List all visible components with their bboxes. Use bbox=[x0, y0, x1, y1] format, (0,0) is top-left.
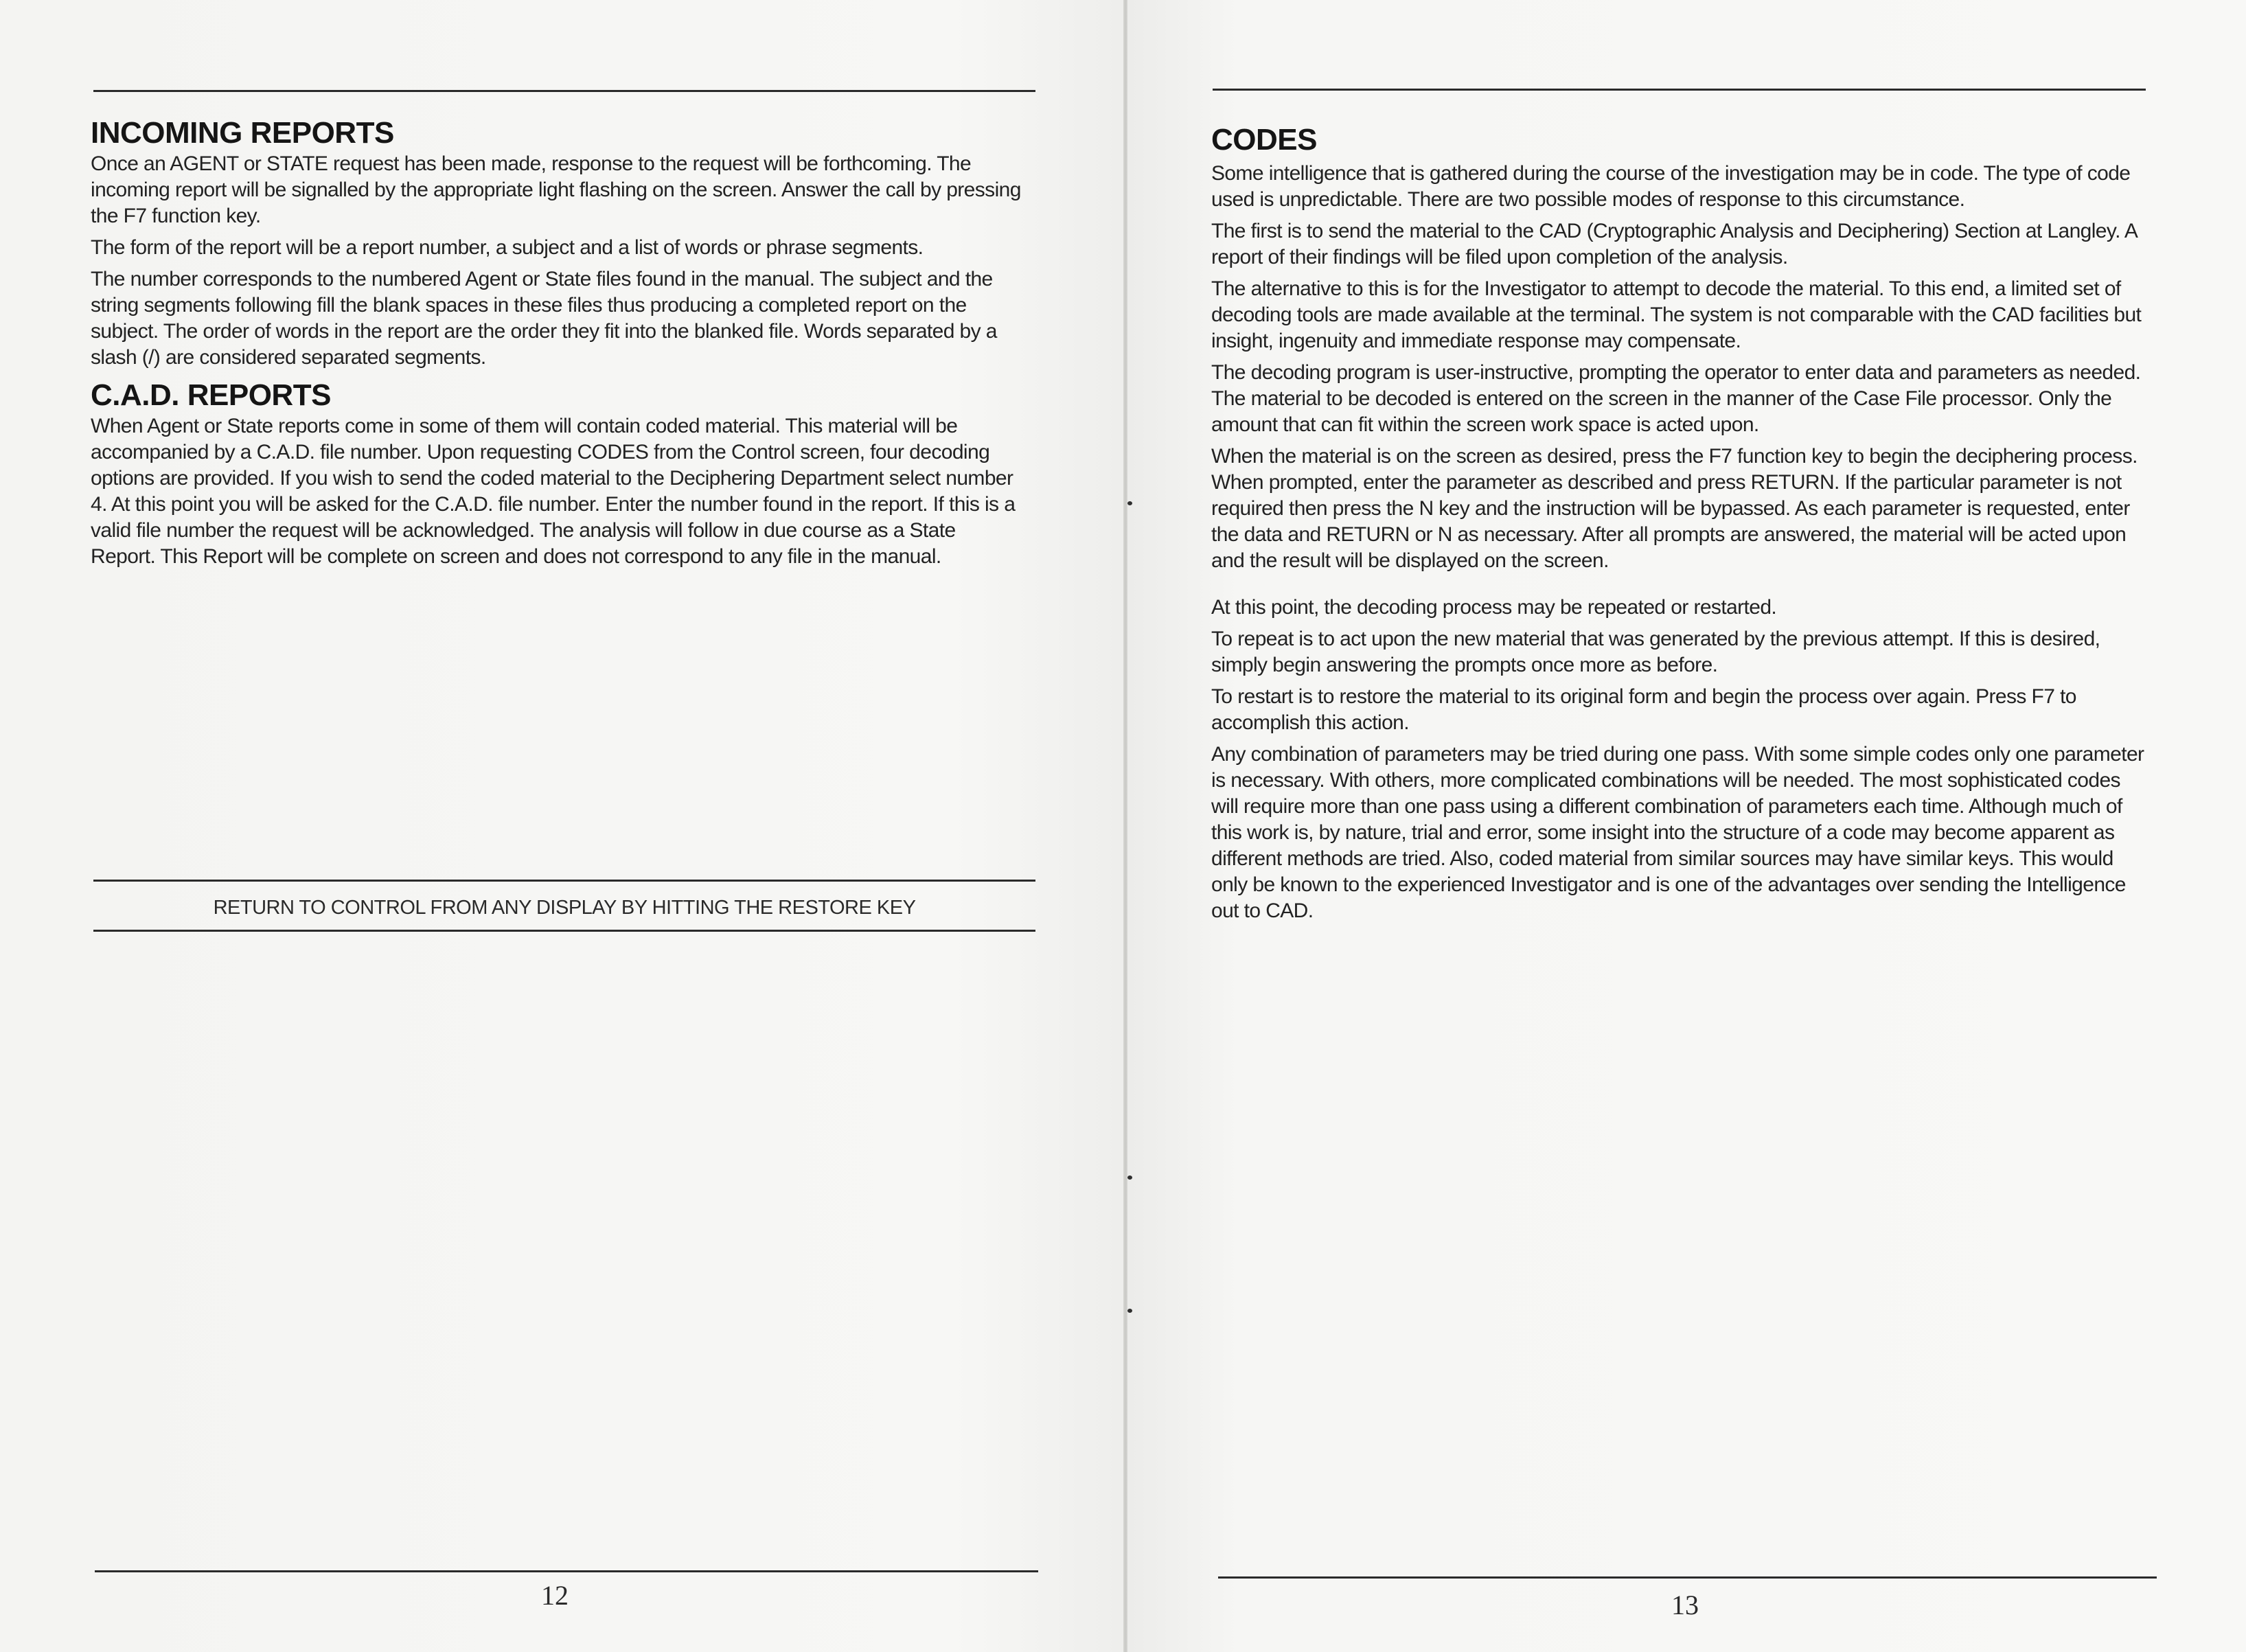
footer-note-top-rule bbox=[93, 880, 1035, 882]
codes-paragraph-1: Some intelligence that is gathered during the course of the investigation may be in code. The type of code used is unpredictable. There are two possible modes of response to this circumstance. bbox=[1211, 162, 2131, 211]
cad-reports-paragraph-1: When Agent or State reports come in some of them will contain coded material. This material will be accompanied by a C.A.D. file number. Upon requesting CODES from the Control screen, four decoding options are provided. If you wish to send the coded material to the Deciphering Department select number 4. At this point you will be asked for the C.A.D. file number. Enter the number found in the report. If this is a valid file number the request will be acknowledged. The analysis will follow in due course as a State Report. This Report will be complete on screen and does not correspond to any file in the manual. bbox=[91, 415, 1016, 568]
staple-mark-1 bbox=[1127, 501, 1132, 505]
incoming-reports-paragraph-2: The form of the report will be a report number, a subject and a list of words or phrase segments. bbox=[91, 236, 924, 259]
cad-reports-section bbox=[91, 378, 1024, 570]
codes-paragraph-8: To restart is to restore the material to its original form and begin the process over again. Press F7 to accomplish this action. bbox=[1211, 685, 2076, 734]
incoming-reports-paragraph-1: Once an AGENT or STATE request has been made, response to the request will be forthcoming. The incoming report will be signalled by the appropriate light flashing on the screen. Answer the call by pressing the F7 function key. bbox=[91, 152, 1021, 227]
staple-mark-2 bbox=[1127, 1175, 1132, 1180]
page-number-left: 12 bbox=[541, 1580, 569, 1611]
codes-heading: CODES bbox=[1211, 123, 1317, 157]
restore-key-note: RETURN TO CONTROL FROM ANY DISPLAY BY HITTING THE RESTORE KEY bbox=[213, 897, 916, 919]
bottom-rule-left bbox=[95, 1570, 1038, 1572]
incoming-reports-paragraph-3: The number corresponds to the numbered Agent or State files found in the manual. The subject and the string segments following fill the blank spaces in these files thus producing a completed report on the subject. The order of words in the report are the order they fit into the blanked file. Words separated by a slash (/) are considered separated segments. bbox=[91, 268, 997, 369]
top-rule-right bbox=[1213, 89, 2146, 91]
codes-section bbox=[1211, 122, 2145, 924]
codes-paragraph-9: Any combination of parameters may be tried during one pass. With some simple codes only one parameter is necessary. With others, more complicated combinations will be needed. The most sophisticated codes will require more than one pass using a different combination of parameters each time. Although much of this work is, by nature, trial and error, some insight into the structure of a code may become apparent as different methods are tried. Also, coded material from similar sources may have similar keys. This would only be known to the experienced Investigator and is one of the advantages over sending the Intelligence out to CAD. bbox=[1211, 743, 2144, 922]
left-page-content bbox=[91, 115, 1024, 575]
right-page-content bbox=[1211, 122, 2145, 930]
top-rule-left bbox=[93, 90, 1035, 92]
cad-reports-heading: C.A.D. REPORTS bbox=[91, 378, 331, 412]
codes-paragraph-2: The first is to send the material to the CAD (Cryptographic Analysis and Deciphering) Section at Langley. A report of their findings will be filed upon completion of the analysis. bbox=[1211, 220, 2137, 268]
incoming-reports-section bbox=[91, 115, 1024, 371]
codes-paragraph-3: The alternative to this is for the Investigator to attempt to decode the material. To this end, a limited set of decoding tools are made available at the terminal. The system is not comparable with the CAD facilities but insight, ingenuity and immediate response may compensate. bbox=[1211, 277, 2142, 352]
page-number-right: 13 bbox=[1671, 1590, 1699, 1620]
bottom-rule-right bbox=[1218, 1576, 2157, 1579]
right-page bbox=[1127, 0, 2246, 1652]
staple-mark-3 bbox=[1127, 1309, 1132, 1313]
incoming-reports-heading: INCOMING REPORTS bbox=[91, 116, 394, 150]
codes-paragraph-5: When the material is on the screen as desired, press the F7 function key to begin the deciphering process. When prompted, enter the parameter as described and press RETURN. If the particular parameter is not required then press the N key and the instruction will be bypassed. As each parameter is requested, enter the data and RETURN or N as necessary. After all prompts are answered, the material will be acted upon and the result will be displayed on the screen. bbox=[1211, 445, 2138, 572]
codes-paragraph-7: To repeat is to act upon the new material that was generated by the previous attempt. If this is desired, simply begin answering the prompts once more as before. bbox=[1211, 628, 2100, 676]
codes-paragraph-4: The decoding program is user-instructive, prompting the operator to enter data and parameters as needed. The material to be decoded is entered on the screen in the manner of the Case File processor. Only the amount that can fit within the screen work space is acted upon. bbox=[1211, 361, 2141, 436]
codes-paragraph-6: At this point, the decoding process may be repeated or restarted. bbox=[1211, 596, 1777, 619]
footer-note-bottom-rule bbox=[93, 930, 1035, 932]
